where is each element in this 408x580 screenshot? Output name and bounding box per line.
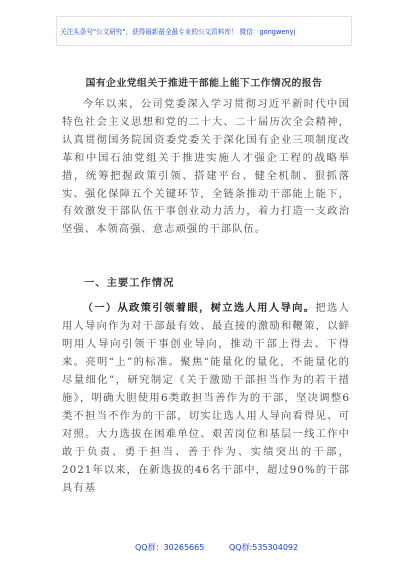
section-1-block <box>62 299 350 497</box>
subsection-text: 把选人用人导向作为对干部最有效、最直接的激励和鞭策，以鲜明用人导向引领干事创业导向，推动干部上得去、下得来。亮明“上”的标准。聚焦“能量化的量化，不能量化的尽量细化”，研究制定《关于激励干部担当作为的若干措施》，明确大胆使用6类敢担当善作为的干部，坚决调整6类不担当不作为的干部，切实让选人用人导向看得见、可对照。大力选拔在困难单位、艰苦岗位和基层一线工作中敢于负责、勇于担当、善于作为、实绩突出的干部，2021年以来，在新选拔的46名干部中，超过90%的干部具有基 <box>62 302 350 494</box>
section-heading: 一、主要工作情况 <box>84 277 175 289</box>
document-title: 国有企业党组关于推进干部能上能下工作情况的报告 <box>85 78 323 89</box>
header-banner: 关注头条号"公文研究"，获得最新最全最专业的公文资料库！ 微信：gongwenyj <box>60 28 296 36</box>
footer-qq-group-1: QQ群：30265665 <box>135 543 205 552</box>
footer-qq-group-2: QQ群:535304092 <box>229 543 299 552</box>
intro-paragraph: 今年以来，公司党委深入学习贯彻习近平新时代中国特色社会主义思想和党的二十大、二十届历次全会精神，认真贯彻国务院国资委党委关于深化国有企业三项制度改革和中国石油党组关于推进实施人才强企工程的战略举措，统筹把握政策引领、搭建平台、健全机制、狠抓落实、强化保障五个关键环节，全链条推动干部能上能下，有效激发干部队伍干事创业动力活力，着力打造一支政治坚强、本领高强、意志顽强的干部队伍。 <box>62 98 350 236</box>
section-1-paragraph <box>62 299 350 497</box>
subsection-heading: （一）从政策引领着眼，树立选人用人导向。 <box>82 302 316 314</box>
intro-paragraph-block <box>62 96 350 239</box>
